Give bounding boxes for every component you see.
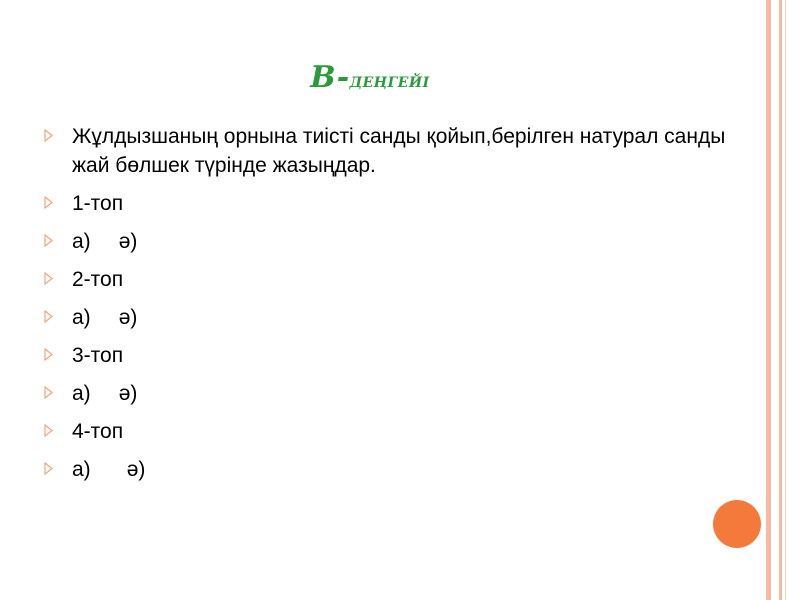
option-a: а) xyxy=(72,306,91,329)
frame-line-thin xyxy=(785,0,786,600)
group-label: 4-топ xyxy=(72,420,124,443)
title-rest: деңгейі xyxy=(349,68,430,92)
bullet-arrow-icon xyxy=(44,272,53,285)
bullet-arrow-icon xyxy=(44,424,53,437)
group-label: 3-топ xyxy=(72,344,124,367)
option-b: ә) xyxy=(126,458,146,481)
list-item xyxy=(44,303,744,332)
list-item xyxy=(44,379,744,408)
group-label: 2-топ xyxy=(72,268,124,291)
list-item xyxy=(44,227,744,256)
instruction-text: Жұлдызшаның орнына тиісті санды қойып,берілген натурал санды жай бөлшек түрінде жазыңдар. xyxy=(72,125,726,177)
bullet-list xyxy=(44,122,744,493)
list-item xyxy=(44,455,744,484)
option-a: а) xyxy=(72,382,91,405)
title-main: B- xyxy=(310,60,350,95)
list-item xyxy=(44,265,744,294)
list-item xyxy=(44,417,744,446)
bullet-arrow-icon xyxy=(44,234,53,247)
option-b: ә) xyxy=(118,306,138,329)
bullet-arrow-icon xyxy=(44,462,53,475)
slide-title xyxy=(0,60,740,95)
bullet-arrow-icon xyxy=(44,196,53,209)
list-item xyxy=(44,341,744,370)
bullet-arrow-icon xyxy=(44,129,53,142)
option-b: ә) xyxy=(118,230,138,253)
list-item xyxy=(44,122,744,180)
option-b: ә) xyxy=(118,382,138,405)
bullet-arrow-icon xyxy=(44,348,53,361)
orange-circle-decoration xyxy=(713,500,761,548)
bullet-arrow-icon xyxy=(44,310,53,323)
frame-line-outer xyxy=(766,0,771,600)
option-a: а) xyxy=(72,458,91,481)
group-label: 1-топ xyxy=(72,192,124,215)
bullet-arrow-icon xyxy=(44,386,53,399)
list-item xyxy=(44,189,744,218)
frame-line-inner xyxy=(779,0,782,600)
option-a: а) xyxy=(72,230,91,253)
